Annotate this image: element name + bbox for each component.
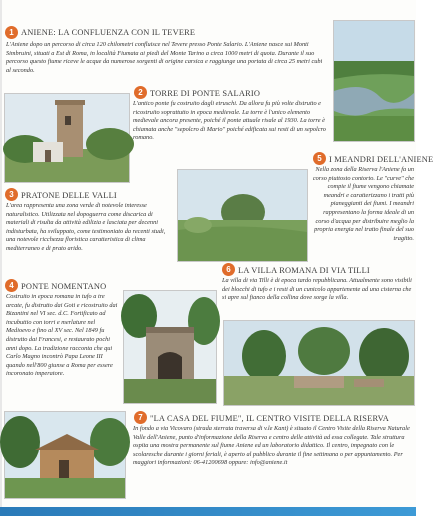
pratone-valli-photo	[177, 169, 308, 262]
section-3-number: 3	[5, 188, 18, 201]
section-7-text: In fondo a via Vicovaro (strada sterrata traversa di v.le Kant) è situato il Centro Visite della Riserva Naturale Valle dell'Aniene, punto d'informazione della Riserva e centro delle attività ad essa collegate. Tale struttura ospita una mostra permanente sul fiume Aniene ed un laboratorio didattico. Il centro, impegnato con le scolaresche durante i giorni feriali, è aperto al pubblico durante il fine settimana o per appuntamento. Per maggiori informazioni: 06-41200698 oppure: info@aniene.it	[133, 425, 410, 467]
section-6-number: 6	[222, 263, 235, 276]
tower-ponte-salario-photo	[4, 93, 130, 183]
section-2-number: 2	[134, 86, 147, 99]
section-6-text: La villa di via Tilli è di epoca tardo repubblicana. Attualmente sono visibili dei blocchi di tufo e i resti di un cunicolo appartenente ad una cisterna che si apre sul fianco della collina dove sorge la villa.	[222, 277, 412, 302]
ponte-nomentano-photo	[123, 290, 217, 404]
villa-romana-photo	[223, 320, 415, 406]
section-6-title: LA VILLA ROMANA DI VIA TILLI	[238, 266, 370, 275]
section-5-number: 5	[313, 152, 326, 165]
section-1-text: L'Aniene dopo un percorso di circa 120 chilometri confluisce nel Tevere presso Ponte Salario. L'Aniene nasce sui Monti Simbruini, situati a Est di Roma, in località Fiumata ai piedi del Monte Tarino a circa 1000 metri di quota. Durante il suo percorso questo fiume riceve le acque da numerose sorgenti di origine carsica e raggiunge una portata di circa 25 metri cubi al secondo.	[6, 41, 323, 74]
section-4-text: Costruito in epoca romana in tufo a tre arcate, fu distrutto dai Goti e ricostruito dai Bizantini nel VI sec. d.C. Fortificato ad incubuttio con torri e merlature nel Medioevo e fino al XV sec. Nel 1849 fu distrutto dai Francesi, e restaurato pochi anni dopo. La tradizione racconta che qui Carlo Magno incontrò Papa Leone III quando nell'800 giunse a Roma per essere incoronato imperatore.	[6, 293, 118, 378]
section-5-title: I MEANDRI DELL'ANIENE	[329, 155, 433, 164]
section-4-number: 4	[5, 279, 18, 292]
section-1-number: 1	[5, 26, 18, 39]
section-3-title: PRATONE DELLE VALLI	[21, 191, 117, 200]
section-1-title: ANIENE: LA CONFLUENZA CON IL TEVERE	[21, 28, 196, 37]
page-margin	[0, 0, 2, 507]
confluence-river-photo	[333, 20, 415, 142]
section-7-title: "LA CASA DEL FIUME", IL CENTRO VISITE DELLA RISERVA	[150, 414, 390, 423]
section-5-text: Nella zona della Riserva l'Aniene fa un corso piuttosto contorto. Le "curve" che compie il fiume vengono chiamate meandri e caratterizzano i tratti più pianeggianti dei fiumi. I meandri rappresentano la forma ideale di un corso d'acqua per distribuire meglio la propria energia nel tratto finale del suo tragitto.	[312, 166, 414, 242]
section-2-text: L'antico ponte fu costruito dagli etruschi. Da allora fu più volte distrutto e ricostruito soprattutto in epoca medievale. La torre è l'unico elemento medievale ancora presente, poiché il ponte attuale risale al 1930. La torre è chiamata anche "sepolcro di Mario" poiché edificata sui resti di un sepolcro romano.	[133, 100, 326, 142]
page-footer-bar	[0, 507, 416, 516]
casa-del-fiume-photo	[4, 411, 126, 499]
section-3-text: L'area rappresenta una zona verde di notevole interesse naturalistico. Utilizzata nel dopoguerra come discarica di materiali di risulta da attività edilizia e lasciata per decenni indisturbata, ha sviluppato, come testimoniato da recenti studi, una notevole ricchezza floristica caratteristica di clima mediterraneo e di prato arido.	[6, 202, 166, 252]
section-4-title: PONTE NOMENTANO	[21, 282, 107, 291]
section-2-title: TORRE DI PONTE SALARIO	[150, 89, 261, 98]
section-7-number: 7	[134, 411, 147, 424]
